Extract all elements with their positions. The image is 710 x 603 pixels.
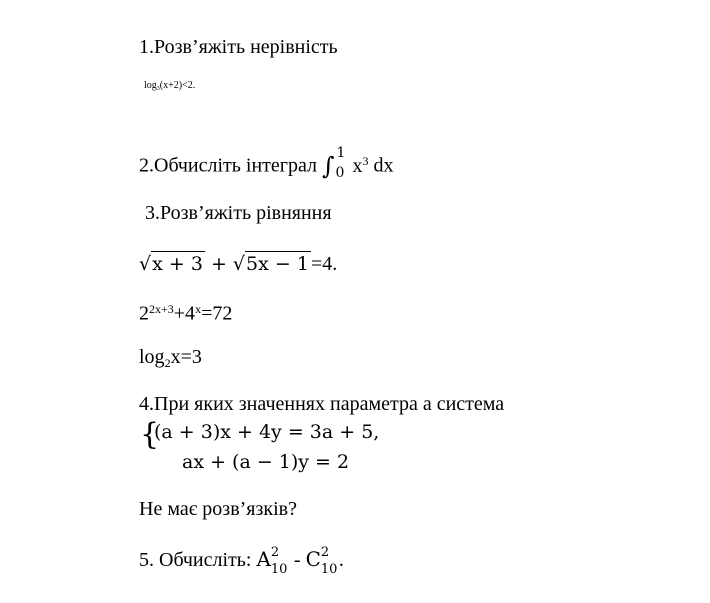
plus-sign: + (204, 253, 233, 275)
q1-log-base: 3 (156, 86, 160, 93)
arrangement-sub: 10 (270, 562, 288, 577)
arrangement-indices (270, 545, 289, 577)
system-brace: { (140, 417, 160, 452)
exp-end: =72 (201, 302, 233, 325)
combination-sup: 2 (320, 545, 330, 560)
combination-indices (320, 545, 339, 577)
q5-end: . (338, 549, 344, 571)
exp-mid: +4 (173, 302, 196, 325)
system-line-2: ax + (a − 1)y = 2 (182, 451, 350, 473)
q5-heading: 5. Обчисліть: (139, 549, 257, 571)
integral-upper: 1 (336, 145, 346, 161)
integrand-dx: dx (368, 154, 394, 177)
combination-sub: 10 (320, 562, 338, 577)
q2-row (139, 145, 394, 181)
q5-minus: - (288, 549, 306, 571)
q3-equation-exponential (139, 297, 232, 326)
exp-base: 2 (139, 302, 149, 325)
log-base: 2 (164, 356, 171, 371)
q1-log: log (144, 80, 157, 91)
q1-heading: 1.Розв’яжіть нерівність (139, 36, 338, 58)
q5-row (139, 545, 344, 577)
radicand-1: x + 3 (152, 253, 203, 275)
radical-1: √x + 3 (139, 253, 203, 275)
integrand-power: 3 (362, 154, 369, 168)
radicand-2: 5x − 1 (246, 253, 309, 275)
q4-heading: 4.При яких значеннях параметра а система (139, 393, 505, 415)
q3-heading: 3.Розв’яжіть рівняння (145, 202, 332, 224)
q4-question: Не має розв’язків? (139, 498, 297, 520)
q1-inequality (144, 79, 195, 96)
integral-lower: 0 (335, 165, 345, 181)
q2-heading: 2.Обчисліть інтеграл (139, 154, 323, 177)
system-line-1: (a + 3)x + 4y = 3a + 5, (154, 421, 380, 443)
integrand-x: x (352, 154, 363, 177)
exp-power-2: x (195, 302, 202, 316)
arrangement-sup: 2 (270, 545, 280, 560)
q3-equation-radicals (139, 251, 337, 276)
integral-sign: ∫ (322, 151, 335, 180)
arrangement-letter: A (256, 547, 271, 571)
q3-equation-log (139, 345, 202, 375)
equation-1-end: =4. (310, 253, 338, 275)
combination-letter: C (305, 547, 321, 571)
integral-limits (335, 145, 349, 181)
exp-power: 2x+3 (149, 302, 174, 316)
radical-2: √5x − 1 (232, 253, 309, 275)
log-end: x=3 (170, 346, 202, 368)
q1-log-rest: (x+2)<2. (159, 80, 196, 91)
log-word: log (139, 346, 165, 368)
